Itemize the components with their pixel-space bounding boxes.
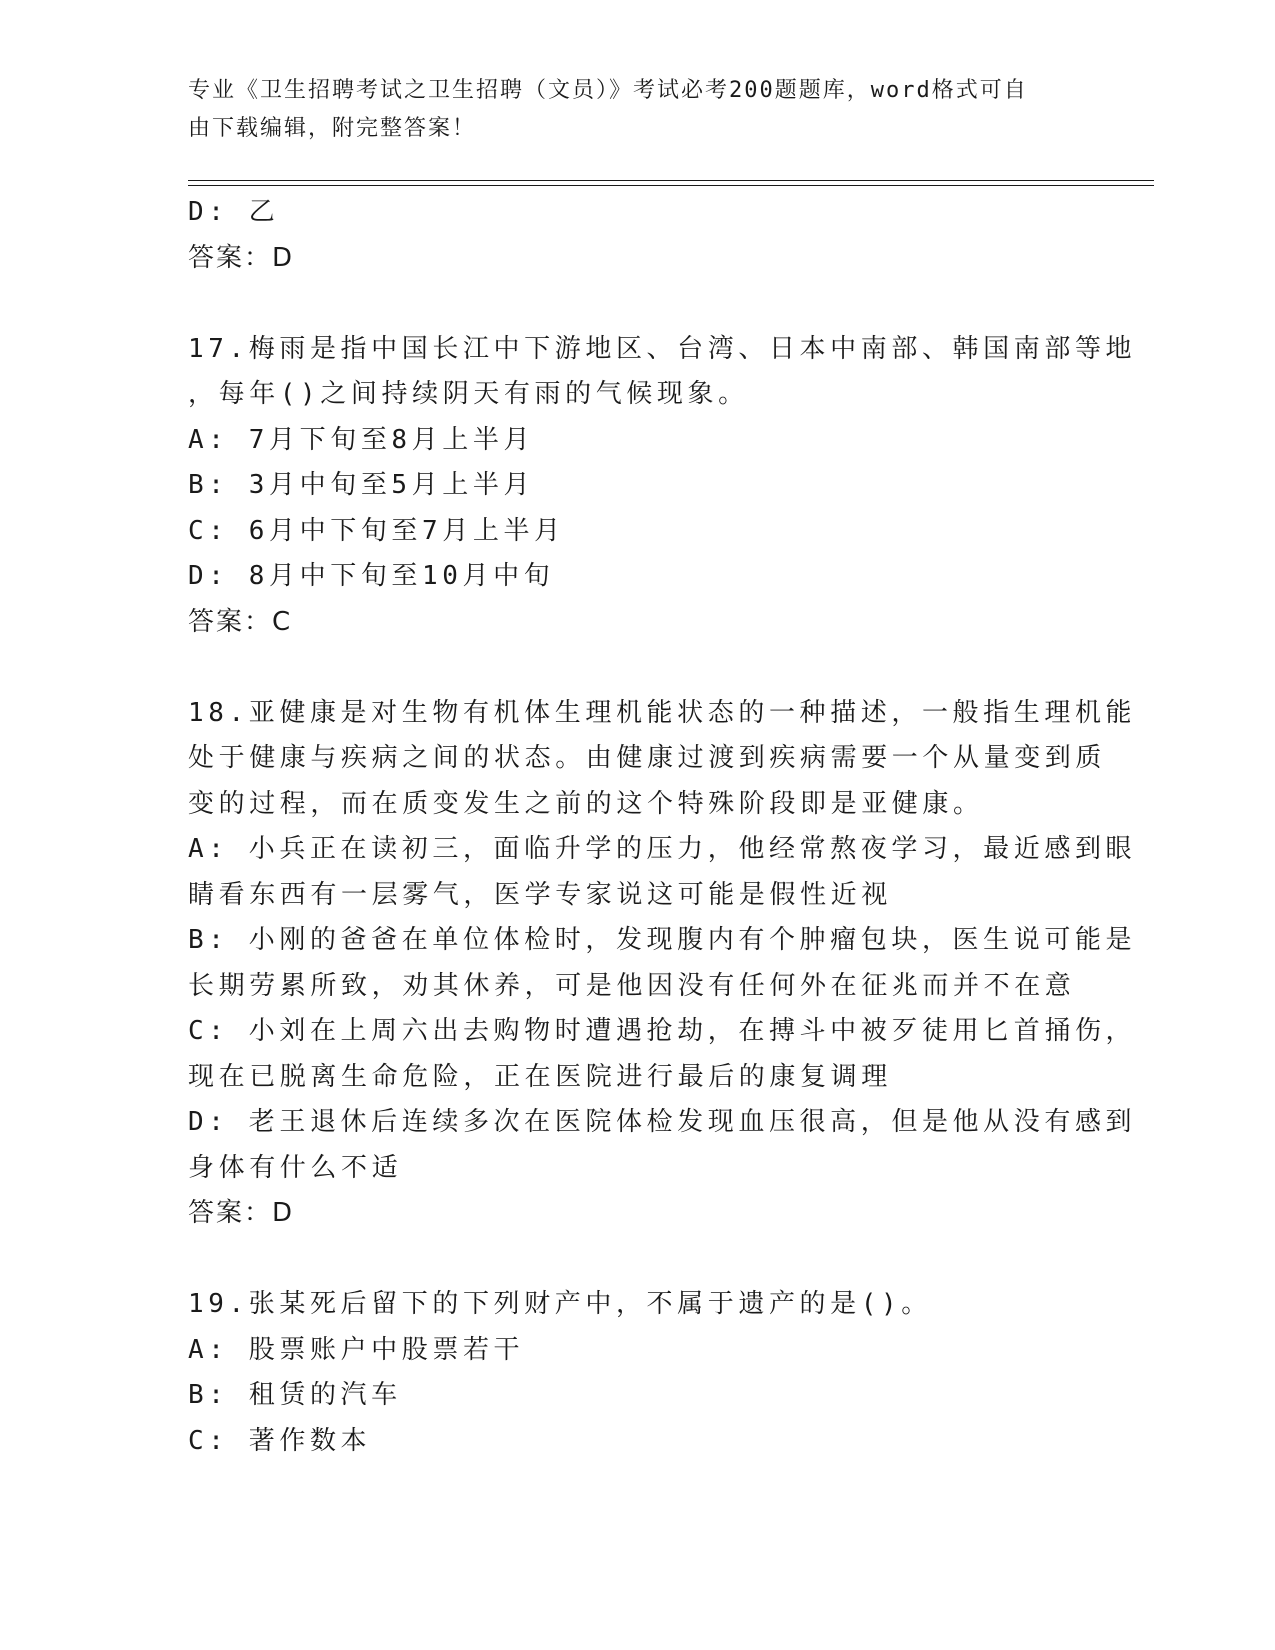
question-content: [188, 190, 1137, 1464]
question-16-tail: [188, 190, 1088, 281]
question-stem: 19.张某死后留下的下列财产中，不属于遗产的是()。: [188, 1289, 932, 1319]
option-c-cont: 现在已脱离生命危险，正在医院进行最后的康复调理: [188, 1061, 892, 1092]
option-c: C: 小刘在上周六出去购物时遭遇抢劫，在搏斗中被歹徒用匕首捅伤，: [188, 1016, 1137, 1046]
spacer: [188, 645, 1088, 691]
question-stem: ，每年()之间持续阴天有雨的气候现象。: [188, 379, 749, 409]
spacer: [188, 281, 1088, 327]
option-a: A: 小兵正在读初三，面临升学的压力，他经常熬夜学习，最近感到眼: [188, 834, 1137, 864]
question-stem: 处于健康与疾病之间的状态。由健康过渡到疾病需要一个从量变到质: [188, 743, 1107, 773]
option-b: B: 租赁的汽车: [188, 1380, 402, 1410]
question-stem: 17.梅雨是指中国长江中下游地区、台湾、日本中南部、韩国南部等地: [188, 333, 1137, 364]
question-17: [188, 327, 1137, 646]
option-c: C: 6月中下旬至7月上半月: [188, 515, 565, 546]
option-d: D: 老王退休后连续多次在医院体检发现血压很高，但是他从没有感到: [188, 1107, 1137, 1137]
option-b-cont: 长期劳累所致，劝其休养，可是他因没有任何外在征兆而并不在意: [188, 970, 1076, 1001]
option-a: A: 股票账户中股票若干: [188, 1334, 525, 1365]
document-header: [188, 72, 1068, 148]
header-rule-bottom: [188, 185, 1154, 186]
spacer: [188, 1237, 1088, 1283]
option-d: D: 8月中下旬至10月中旬: [188, 561, 555, 591]
option-d: D: 乙: [188, 197, 280, 227]
header-line-1: 专业《卫生招聘考试之卫生招聘（文员）》考试必考200题题库，word格式可自: [188, 78, 1028, 103]
question-19: [188, 1282, 1088, 1464]
option-c: C: 著作数本: [188, 1425, 372, 1456]
answer-line: 答案：C: [188, 606, 293, 637]
answer-line: 答案：D: [188, 1198, 295, 1228]
question-stem: 变的过程，而在质变发生之前的这个特殊阶段即是亚健康。: [188, 788, 984, 819]
option-b: B: 小刚的爸爸在单位体检时，发现腹内有个肿瘤包块，医生说可能是: [188, 925, 1137, 955]
option-b: B: 3月中旬至5月上半月: [188, 470, 535, 500]
option-a: A: 7月下旬至8月上半月: [188, 424, 535, 455]
answer-line: 答案：D: [188, 242, 295, 273]
option-d-cont: 身体有什么不适: [188, 1152, 403, 1183]
header-rule-top: [188, 180, 1154, 181]
question-stem: 18.亚健康是对生物有机体生理机能状态的一种描述，一般指生理机能: [188, 697, 1137, 728]
header-line-2: 由下载编辑，附完整答案！: [188, 116, 477, 141]
question-18: [188, 691, 1137, 1237]
option-a-cont: 睛看东西有一层雾气，医学专家说这可能是假性近视: [188, 879, 892, 910]
